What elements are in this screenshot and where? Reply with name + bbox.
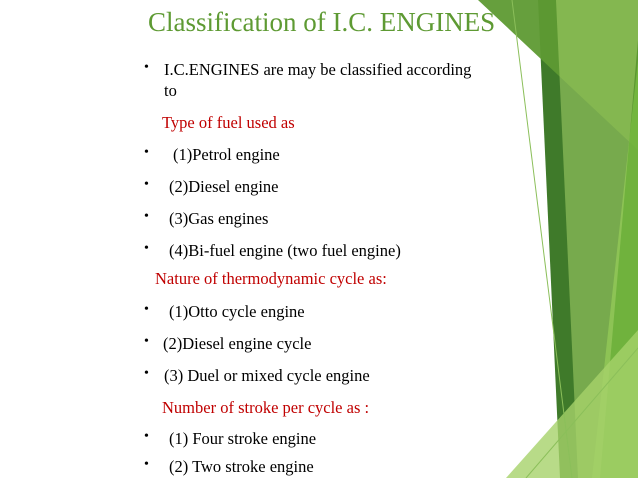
section-heading-fuel: Type of fuel used as	[162, 113, 295, 132]
bullet-icon: •	[144, 457, 149, 472]
intro-text-line-2: to	[164, 81, 177, 100]
bullet-icon: •	[144, 145, 149, 160]
bullet-icon: •	[144, 302, 149, 317]
slide-title: Classification of I.C. ENGINES	[148, 7, 496, 37]
section-heading-cycle: Nature of thermodynamic cycle as:	[155, 269, 387, 288]
list-item-otto-cycle: (1)Otto cycle engine	[169, 302, 305, 321]
bullet-icon: •	[144, 429, 149, 444]
list-item-bi-fuel: (4)Bi-fuel engine (two fuel engine)	[169, 241, 401, 260]
bullet-icon: •	[144, 366, 149, 381]
bullet-icon: •	[144, 60, 149, 75]
bullet-icon: •	[144, 209, 149, 224]
bullet-icon: •	[144, 334, 149, 349]
list-item-gas: (3)Gas engines	[169, 209, 269, 228]
list-item-two-stroke: (2) Two stroke engine	[169, 457, 314, 476]
list-item-mixed-cycle: (3) Duel or mixed cycle engine	[164, 366, 370, 385]
section-heading-stroke: Number of stroke per cycle as :	[162, 398, 370, 417]
bullet-icon: •	[144, 241, 149, 256]
list-item-four-stroke: (1) Four stroke engine	[169, 429, 317, 448]
list-item-diesel-cycle: (2)Diesel engine cycle	[163, 334, 312, 353]
intro-text-line-1: I.C.ENGINES are may be classified according	[164, 60, 472, 79]
bullet-icon: •	[144, 177, 149, 192]
list-item-petrol: (1)Petrol engine	[173, 145, 280, 164]
list-item-diesel: (2)Diesel engine	[169, 177, 279, 196]
